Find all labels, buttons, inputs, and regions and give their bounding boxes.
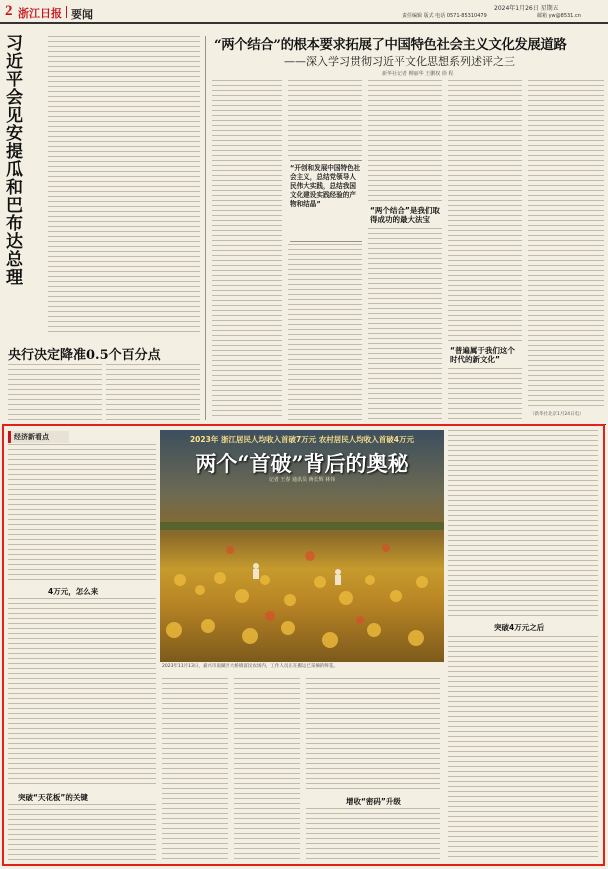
pull-quote bbox=[290, 160, 362, 242]
byline-name: 柳丽华 bbox=[408, 71, 424, 77]
banner-text: 2023年 浙江居民人均收入首破7万元 农村居民人均收入首破4万元 bbox=[189, 435, 415, 444]
section-heading: 增收“密码”升级 bbox=[346, 797, 401, 806]
article-text-block bbox=[106, 364, 200, 426]
page-number: 2 bbox=[5, 3, 13, 19]
column-rule bbox=[205, 36, 206, 420]
article-text-block bbox=[48, 36, 200, 334]
article-text-block bbox=[448, 430, 598, 616]
article-text-block bbox=[448, 368, 522, 420]
article-text-block bbox=[8, 444, 156, 582]
byline-name: 徐 bbox=[441, 71, 447, 77]
section-heading: “两个结合”是我们取得成功的最大法宝 bbox=[370, 206, 440, 224]
byline-label: 新华社记者 bbox=[382, 71, 408, 77]
byline-name: 王鹏权 bbox=[425, 71, 441, 77]
issue-date: 2024年1月26日 星期五 bbox=[494, 5, 559, 12]
photo-byline: 记者 王春 通讯员 蒋长辉 林伟 bbox=[268, 477, 336, 483]
section-heading: “普遍属于我们这个时代的新文化” bbox=[450, 346, 515, 364]
column-label: 经济新看点 bbox=[8, 431, 69, 443]
main-headline: “两个结合”的根本要求拓展了中国特色社会主义文化发展道路 bbox=[214, 37, 567, 53]
article-text-block bbox=[306, 808, 440, 860]
header-rule bbox=[0, 22, 608, 24]
rrr-cut-headline: 央行决定降准0.5个百分点 bbox=[8, 348, 161, 363]
section-heading: 突破4万元之后 bbox=[494, 623, 545, 632]
article-text-block bbox=[528, 80, 604, 410]
pull-quote-text: “开创和发展中国特色社会主义，总结党领导人民伟大实践，总结我国文化建设实践经验的产物和结晶” bbox=[290, 164, 361, 208]
article-text-block bbox=[448, 636, 598, 860]
section-heading: 突破“天花板”的关键 bbox=[18, 793, 88, 802]
article-text-block bbox=[288, 80, 362, 156]
section-divider bbox=[66, 6, 67, 18]
article-text-block bbox=[448, 80, 522, 342]
feature-photo bbox=[160, 430, 444, 662]
paper-name: 浙江日报 bbox=[18, 7, 62, 20]
article-text-block bbox=[288, 244, 362, 420]
article-text-block bbox=[162, 678, 228, 860]
section-name: 要闻 bbox=[71, 8, 93, 21]
main-subheadline: ——深入学习贯彻习近平文化思想系列述评之三 bbox=[284, 55, 515, 68]
article-credit: （新华社北京1月24日电） bbox=[530, 412, 584, 417]
editor-line: 责任编辑 版式 电话 0571-85310479 bbox=[402, 13, 487, 19]
vertical-headline: 习近平会见安提瓜和巴布达总理 bbox=[2, 34, 22, 286]
page-header bbox=[0, 0, 608, 24]
byline-row bbox=[382, 70, 453, 77]
photo-headline: 两个“首破”背后的奥秘 bbox=[195, 451, 409, 476]
article-text-block bbox=[8, 598, 156, 786]
article-text-block bbox=[212, 80, 282, 420]
article-text-block bbox=[368, 228, 442, 420]
article-text-block bbox=[234, 678, 300, 860]
article-text-block bbox=[8, 804, 156, 860]
byline-name: 程 bbox=[448, 71, 454, 77]
photo-caption: 2023年11月13日，嘉兴市南湖区大桥镇富民农场内，工作人员正在搬运已采摘的鲜花。 bbox=[162, 664, 338, 669]
article-text-block bbox=[306, 678, 440, 790]
article-text-block bbox=[8, 364, 102, 426]
article-text-block bbox=[368, 80, 442, 204]
section-heading: 4万元，怎么来 bbox=[48, 587, 99, 596]
email-line: 邮箱 yw@8531.cn bbox=[537, 13, 581, 19]
